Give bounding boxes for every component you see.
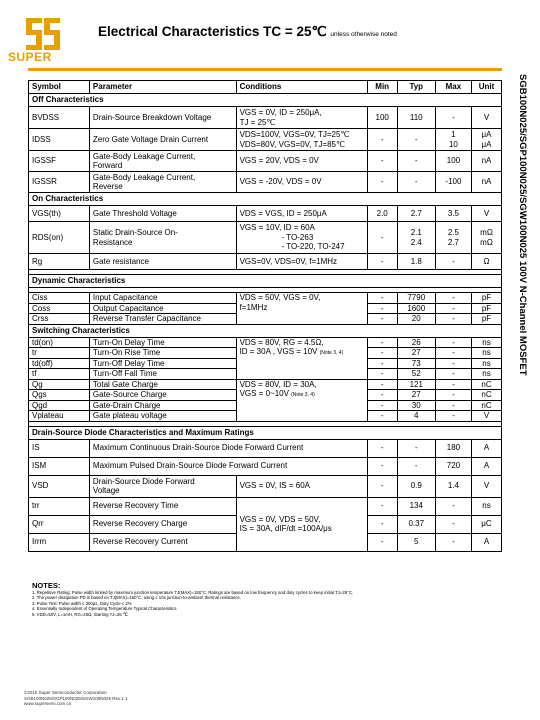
table-cell: - — [435, 293, 471, 304]
table-cell: 2.0 — [367, 206, 397, 222]
table-header-row — [29, 81, 502, 94]
table-cell — [89, 151, 236, 172]
table-cell: VGS = 10V, ID = 60A — [239, 223, 315, 233]
table-cell: 720 — [435, 457, 471, 475]
table-cell: μA — [481, 130, 492, 139]
table-row — [29, 439, 502, 457]
table-cell: - TO-263 — [281, 232, 314, 242]
table-cell: Dynamic Characteristics — [29, 275, 502, 288]
side-title: SGB100N025/SGP100N025/SGW100N025 100V N-Channel MOSFET — [517, 74, 528, 376]
table-cell — [236, 293, 367, 325]
table-cell: Drain-Source Diode Forward — [92, 476, 195, 486]
table-cell: BVDSS — [29, 107, 90, 129]
table-cell: f=1MHz — [239, 302, 268, 312]
table-cell: - — [367, 439, 397, 457]
table-cell: Voltage — [92, 486, 120, 495]
brand-name: SUPER — [8, 50, 52, 64]
table-cell: VGS = 20V, VDS = 0V — [236, 151, 367, 172]
table-cell — [236, 379, 367, 421]
table-cell — [472, 129, 502, 151]
table-cell: ISM — [29, 457, 90, 475]
table-cell: Total Gate Charge — [89, 379, 236, 390]
table-cell — [472, 222, 502, 254]
table-cell: ns — [472, 337, 502, 348]
table-cell: Gate-Drain Charge — [89, 400, 236, 411]
section-row — [29, 193, 502, 206]
table-cell — [435, 129, 471, 151]
table-cell: Gate Threshold Voltage — [89, 206, 236, 222]
table-cell: RDS(on) — [29, 222, 90, 254]
col-header: Typ — [397, 81, 435, 94]
table-cell: Reverse Recovery Current — [89, 533, 236, 551]
table-cell: VDS = VGS, ID = 250μA — [236, 206, 367, 222]
table-cell: Reverse Recovery Time — [89, 497, 236, 515]
table-cell: Reverse Recovery Charge — [89, 515, 236, 533]
table-cell: - — [367, 314, 397, 325]
table-cell: ID = 30A , VGS = 10V — [239, 347, 318, 356]
table-cell: - — [435, 400, 471, 411]
table-cell: Drain-Source Breakdown Voltage — [89, 107, 236, 129]
note-item: 5. VDD=50V, L=1mH, RG=25Ω, Starting TJ=25 ℃ — [32, 611, 128, 617]
table-cell: nC — [472, 390, 502, 401]
table-cell: VGS=0V, VDS=0V, f=1MHz — [236, 254, 367, 270]
table-cell: - — [435, 337, 471, 348]
table-cell: Reverse Transfer Capacitance — [89, 314, 236, 325]
table-row — [29, 172, 502, 193]
table-cell: Ω — [472, 254, 502, 270]
table-cell: - — [367, 293, 397, 304]
table-cell: - — [435, 254, 471, 270]
table-cell: Ciss — [29, 293, 90, 304]
table-cell: VDS = 80V, ID = 30A, — [239, 379, 317, 389]
table-cell: - — [435, 107, 471, 129]
table-cell — [89, 172, 236, 193]
table-cell: 10 — [448, 139, 458, 149]
table-cell — [89, 475, 236, 497]
table-cell: 2.7 — [397, 206, 435, 222]
table-row — [29, 379, 502, 390]
table-cell: 2.4 — [410, 237, 422, 247]
table-cell: 100 — [435, 151, 471, 172]
col-header: Conditions — [236, 81, 367, 94]
table-cell: mΩ — [480, 237, 493, 247]
table-row — [29, 222, 502, 254]
table-cell: pF — [472, 303, 502, 314]
table-cell: - — [435, 515, 471, 533]
table-row — [29, 475, 502, 497]
note-item: 3. Pulse Test: Pulse width ≤ 300μs, Duty Cycle ≤ 2% — [32, 600, 132, 606]
table-cell: IGSSF — [29, 151, 90, 172]
table-cell: 73 — [397, 358, 435, 369]
table-cell: A — [472, 457, 502, 475]
table-cell: Turn-Off Fall Time — [89, 369, 236, 380]
table-cell: Maximum Continuous Drain-Source Diode Forward Current — [89, 439, 367, 457]
table-cell: - — [367, 369, 397, 380]
table-cell: Qg — [29, 379, 90, 390]
table-cell: Reverse — [92, 182, 123, 191]
electrical-characteristics-table — [28, 80, 502, 552]
col-header: Max — [435, 81, 471, 94]
table-cell: 121 — [397, 379, 435, 390]
table-cell: VGS = 0V, ID = 250μA, — [239, 108, 322, 117]
table-cell: -100 — [435, 172, 471, 193]
table-cell: IS = 30A, dIF/dt =100A/μs — [239, 524, 332, 533]
table-cell: VGS(th) — [29, 206, 90, 222]
table-cell: Qgs — [29, 390, 90, 401]
table-cell: pF — [472, 293, 502, 304]
table-cell: Switching Characteristics — [29, 324, 502, 337]
table-row — [29, 497, 502, 515]
table-cell: 100 — [367, 107, 397, 129]
table-cell: 0.9 — [397, 475, 435, 497]
table-cell: Rg — [29, 254, 90, 270]
table-cell: nA — [472, 151, 502, 172]
table-cell: nA — [472, 172, 502, 193]
table-cell: 27 — [397, 390, 435, 401]
section-row — [29, 94, 502, 107]
table-cell: - — [367, 358, 397, 369]
table-cell: Gate-Source Charge — [89, 390, 236, 401]
table-cell: Turn-On Rise Time — [89, 348, 236, 359]
table-cell: A — [472, 439, 502, 457]
table-cell: - — [367, 151, 397, 172]
table-cell: - — [367, 411, 397, 422]
table-cell: 30 — [397, 400, 435, 411]
table-cell: VGS = 0V, IS = 60A — [236, 475, 367, 497]
table-cell: 5 — [397, 533, 435, 551]
table-cell: 1600 — [397, 303, 435, 314]
table-cell: - — [397, 151, 435, 172]
table-row — [29, 151, 502, 172]
table-cell: - — [435, 390, 471, 401]
table-cell: - — [397, 172, 435, 193]
table-cell: - — [367, 172, 397, 193]
table-cell: Gate-Body Leakage Current, — [92, 151, 196, 161]
section-row — [29, 324, 502, 337]
notes-section — [32, 581, 353, 617]
table-cell: Input Capacitance — [89, 293, 236, 304]
table-cell: Forward — [92, 161, 123, 170]
table-cell: V — [472, 475, 502, 497]
table-cell: Off Characteristics — [29, 94, 502, 107]
table-cell: pF — [472, 314, 502, 325]
table-cell: - — [367, 497, 397, 515]
table-cell: ns — [472, 497, 502, 515]
table-cell: μA — [481, 139, 492, 149]
table-cell: Zero Gate Voltage Drain Current — [89, 129, 236, 151]
table-cell — [236, 222, 367, 254]
table-cell: - — [367, 400, 397, 411]
table-cell: Resistance — [92, 237, 133, 247]
page-subtitle: unless otherwise noted — [330, 31, 397, 38]
table-cell: 20 — [397, 314, 435, 325]
page-title — [98, 24, 397, 40]
table-cell: - — [367, 390, 397, 401]
note-item: 1. Repetitive Rating: Pulse width limited by maximum junction temperature TJ(MAX)=150°C. Ratings are based on low frequency and duty cycles to keep initial TJ=25°C. — [32, 590, 354, 595]
footer-url: www.supersemi.com.cn — [24, 701, 72, 707]
table-cell — [236, 497, 367, 551]
table-cell: Turn-On Delay Time — [89, 337, 236, 348]
col-header: Parameter — [89, 81, 236, 94]
notes-title: NOTES: — [32, 581, 61, 590]
table-cell: nC — [472, 379, 502, 390]
table-cell: 3.5 — [435, 206, 471, 222]
table-cell: Electrical Characteristics TC = 25℃ — [98, 24, 327, 39]
footer — [24, 690, 127, 707]
table-cell: - — [367, 379, 397, 390]
table-cell: Gate plateau voltage — [89, 411, 236, 422]
table-cell: V — [472, 411, 502, 422]
table-cell: - — [435, 348, 471, 359]
table-cell: - — [435, 303, 471, 314]
table-cell: VDS = 80V, RG = 4.5Ω, — [239, 337, 324, 347]
table-cell: trr — [29, 497, 90, 515]
footer-rev: SGB100N025/SGP100N025/SGW100N025 Rev.1.1 — [24, 695, 128, 701]
table-cell: V — [472, 206, 502, 222]
table-cell: - — [435, 379, 471, 390]
table-cell — [236, 107, 367, 129]
table-cell: IGSSR — [29, 172, 90, 193]
table-cell: - — [435, 411, 471, 422]
table-cell: 0.37 — [397, 515, 435, 533]
table-cell: 52 — [397, 369, 435, 380]
table-cell — [89, 222, 236, 254]
table-cell: VGS = 0~10V — [239, 389, 289, 398]
table-cell: (Note 3, 4) — [319, 350, 344, 356]
note-item: 4. Essentially Independent of Operating Temperature Typical Characteristics — [32, 606, 177, 612]
table-cell: A — [472, 533, 502, 551]
table-row — [29, 107, 502, 129]
table-cell: 26 — [397, 337, 435, 348]
col-header: Unit — [472, 81, 502, 94]
table-cell: V — [472, 107, 502, 129]
table-cell: Qrr — [29, 515, 90, 533]
table-cell: Gate-Body Leakage Current, — [92, 172, 196, 182]
table-cell: Output Capacitance — [89, 303, 236, 314]
table-cell: VDS = 50V, VGS = 0V, — [239, 293, 321, 302]
table-cell: IS — [29, 439, 90, 457]
table-cell: - — [367, 457, 397, 475]
table-cell: ns — [472, 348, 502, 359]
table-cell: - — [367, 475, 397, 497]
table-row — [29, 293, 502, 304]
table-cell: - — [397, 439, 435, 457]
table-cell: ns — [472, 369, 502, 380]
table-cell: Crss — [29, 314, 90, 325]
table-cell: - TO-220, TO-247 — [281, 242, 345, 252]
section-row — [29, 275, 502, 288]
table-cell: 7790 — [397, 293, 435, 304]
table-cell: - — [435, 369, 471, 380]
table-cell: ns — [472, 358, 502, 369]
table-cell: Turn-Off Delay Time — [89, 358, 236, 369]
table-row — [29, 337, 502, 348]
col-header: Min — [367, 81, 397, 94]
table-cell: tr — [29, 348, 90, 359]
table-cell: Irrm — [29, 533, 90, 551]
table-cell — [397, 222, 435, 254]
table-cell: 2.1 — [410, 228, 422, 237]
table-cell: - — [367, 303, 397, 314]
table-cell: - — [367, 533, 397, 551]
table-cell: Qgd — [29, 400, 90, 411]
table-cell: - — [367, 515, 397, 533]
table-cell: - — [367, 348, 397, 359]
table-cell: 2.5 — [447, 228, 459, 237]
table-cell: VDS=80V, VGS=0V, TJ=85℃ — [239, 139, 345, 149]
table-row — [29, 457, 502, 475]
table-cell: - — [435, 533, 471, 551]
table-cell: 134 — [397, 497, 435, 515]
table-cell: td(on) — [29, 337, 90, 348]
table-cell: mΩ — [480, 228, 493, 237]
table-cell: VSD — [29, 475, 90, 497]
table-cell: - — [367, 254, 397, 270]
col-header: Symbol — [29, 81, 90, 94]
table-cell: - — [435, 497, 471, 515]
table-cell: 2.7 — [447, 237, 459, 247]
table-cell — [435, 222, 471, 254]
table-cell: Vplateau — [29, 411, 90, 422]
table-cell: Gate resistance — [89, 254, 236, 270]
table-cell: 110 — [397, 107, 435, 129]
table-cell: 1.8 — [397, 254, 435, 270]
note-item: 2. The power dissipation PD is based on TJ(MAX)=150°C, using ≤ 10s junction-to-ambient thermal resistance. — [32, 595, 241, 601]
table-cell: - — [397, 457, 435, 475]
table-row — [29, 254, 502, 270]
table-cell: - — [435, 358, 471, 369]
table-cell: Coss — [29, 303, 90, 314]
table-cell: tf — [29, 369, 90, 380]
table-cell: - — [367, 222, 397, 254]
table-cell: - — [367, 337, 397, 348]
table-cell: μC — [472, 515, 502, 533]
table-cell: (Note 3, 4) — [291, 392, 315, 398]
table-cell: 27 — [397, 348, 435, 359]
table-cell: - — [367, 129, 397, 151]
table-row — [29, 206, 502, 222]
table-cell: On Characteristics — [29, 193, 502, 206]
table-cell: Static Drain-Source On- — [92, 228, 178, 237]
table-cell: - — [397, 129, 435, 151]
table-row — [29, 129, 502, 151]
table-cell: 4 — [397, 411, 435, 422]
table-cell: IDSS — [29, 129, 90, 151]
table-cell: Drain-Source Diode Characteristics and Maximum Ratings — [29, 426, 502, 439]
table-cell: 1 — [451, 130, 456, 139]
table-cell: nC — [472, 400, 502, 411]
header-rule — [28, 68, 502, 71]
table-cell — [236, 129, 367, 151]
table-cell: - — [435, 314, 471, 325]
table-cell — [236, 337, 367, 379]
table-cell: 1.4 — [435, 475, 471, 497]
table-cell: VGS = -20V, VDS = 0V — [236, 172, 367, 193]
table-cell: Maximum Pulsed Drain-Source Diode Forward Current — [89, 457, 367, 475]
table-cell: td(off) — [29, 358, 90, 369]
table-cell: VGS = 0V, VDS = 50V, — [239, 514, 321, 524]
table-cell: VDS=100V, VGS=0V, TJ=25℃ — [239, 130, 350, 139]
table-cell: TJ = 25℃ — [239, 117, 276, 127]
footer-copyright: ©2015 Super Semiconductor Corporation — [24, 690, 107, 695]
section-row — [29, 426, 502, 439]
table-cell: 180 — [435, 439, 471, 457]
